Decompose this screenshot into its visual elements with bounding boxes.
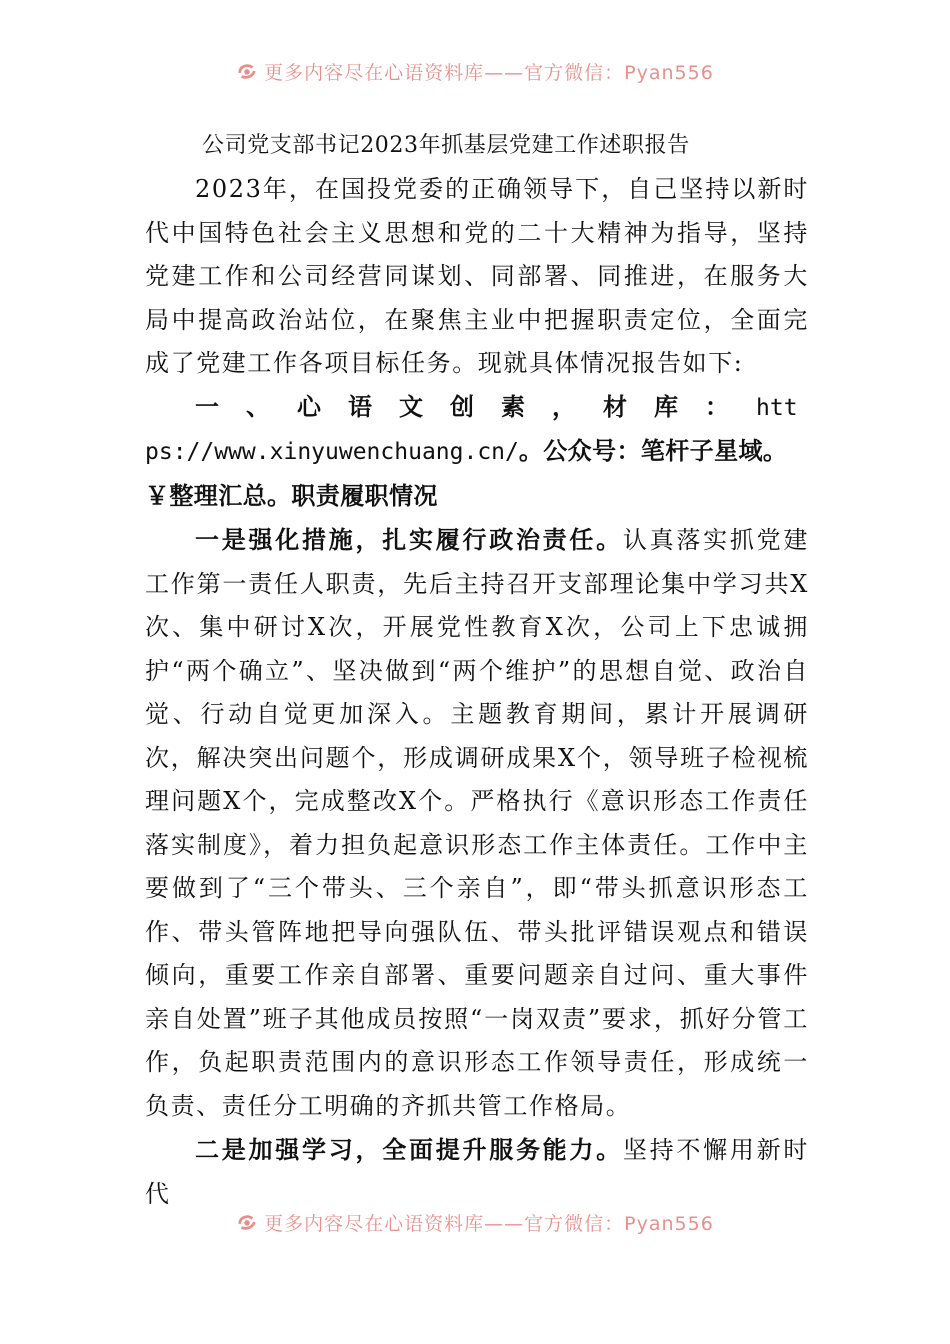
point-2-body: 坚持不懈用新时代	[145, 1136, 809, 1208]
brand-logo-icon	[236, 1211, 258, 1233]
brand-logo-icon	[236, 60, 258, 82]
document-body	[145, 124, 809, 1216]
point-1-paragraph	[145, 519, 809, 1128]
point-2-lead: 二是加强学习，全面提升服务能力。	[195, 1136, 623, 1164]
point-2-paragraph	[145, 1129, 809, 1216]
watermark-text: 更多内容尽在心语资料库——官方微信：Pyan556	[264, 1212, 714, 1235]
watermark-bottom	[0, 1207, 950, 1237]
watermark-text: 更多内容尽在心语资料库——官方微信：Pyan556	[264, 61, 714, 84]
intro-paragraph: 2023年，在国投党委的正确领导下，自己坚持以新时代中国特色社会主义思想和党的二十大精神为指导，坚持党建工作和公司经营同谋划、同部署、同推进，在服务大局中提高政治站位，在聚焦主业中把握职责定位，全面完成了党建工作各项目标任务。现就具体情况报告如下:	[145, 175, 809, 377]
watermark-top	[0, 56, 950, 86]
point-1-body: 认真落实抓党建工作第一责任人职责，先后主持召开支部理论集中学习共X次、集中研讨X次，开展党性教育X次，公司上下忠诚拥护“两个确立”、坚决做到“两个维护”的思想自觉、政治自觉、行动自觉更加深入。主题教育期间，累计开展调研次，解决突出问题个，形成调研成果X个，领导班子检视梳理问题X个，完成整改X个。严格执行《意识形态工作责任落实制度》，着力担负起意识形态工作主体责任。工作中主要做到了“三个带头、三个亲自”，即“带头抓意识形态工作、带头管阵地把导向强队伍、带头批评错误观点和错误倾向，重要工作亲自部署、重要问题亲自过问、重大事件亲自处置”班子其他成员按照“一岗双责”要求，抓好分管工作，负起职责范围内的意识形态工作领导责任，形成统一负责、责任分工明确的齐抓共管工作格局。	[145, 526, 809, 1120]
document-title: 公司党支部书记2023年抓基层党建工作述职报告	[202, 133, 690, 158]
section-1-heading	[145, 386, 809, 519]
section-1-suffix: 。公众号：笔杆子星域。￥整理汇总。职责履职情况	[145, 437, 788, 510]
section-1-url: https://www.xinyuwenchuang.cn/	[145, 394, 798, 465]
section-1-prefix: 一、心语文创素，材库：	[195, 392, 756, 421]
point-1-lead: 一是强化措施，扎实履行政治责任。	[195, 526, 623, 554]
